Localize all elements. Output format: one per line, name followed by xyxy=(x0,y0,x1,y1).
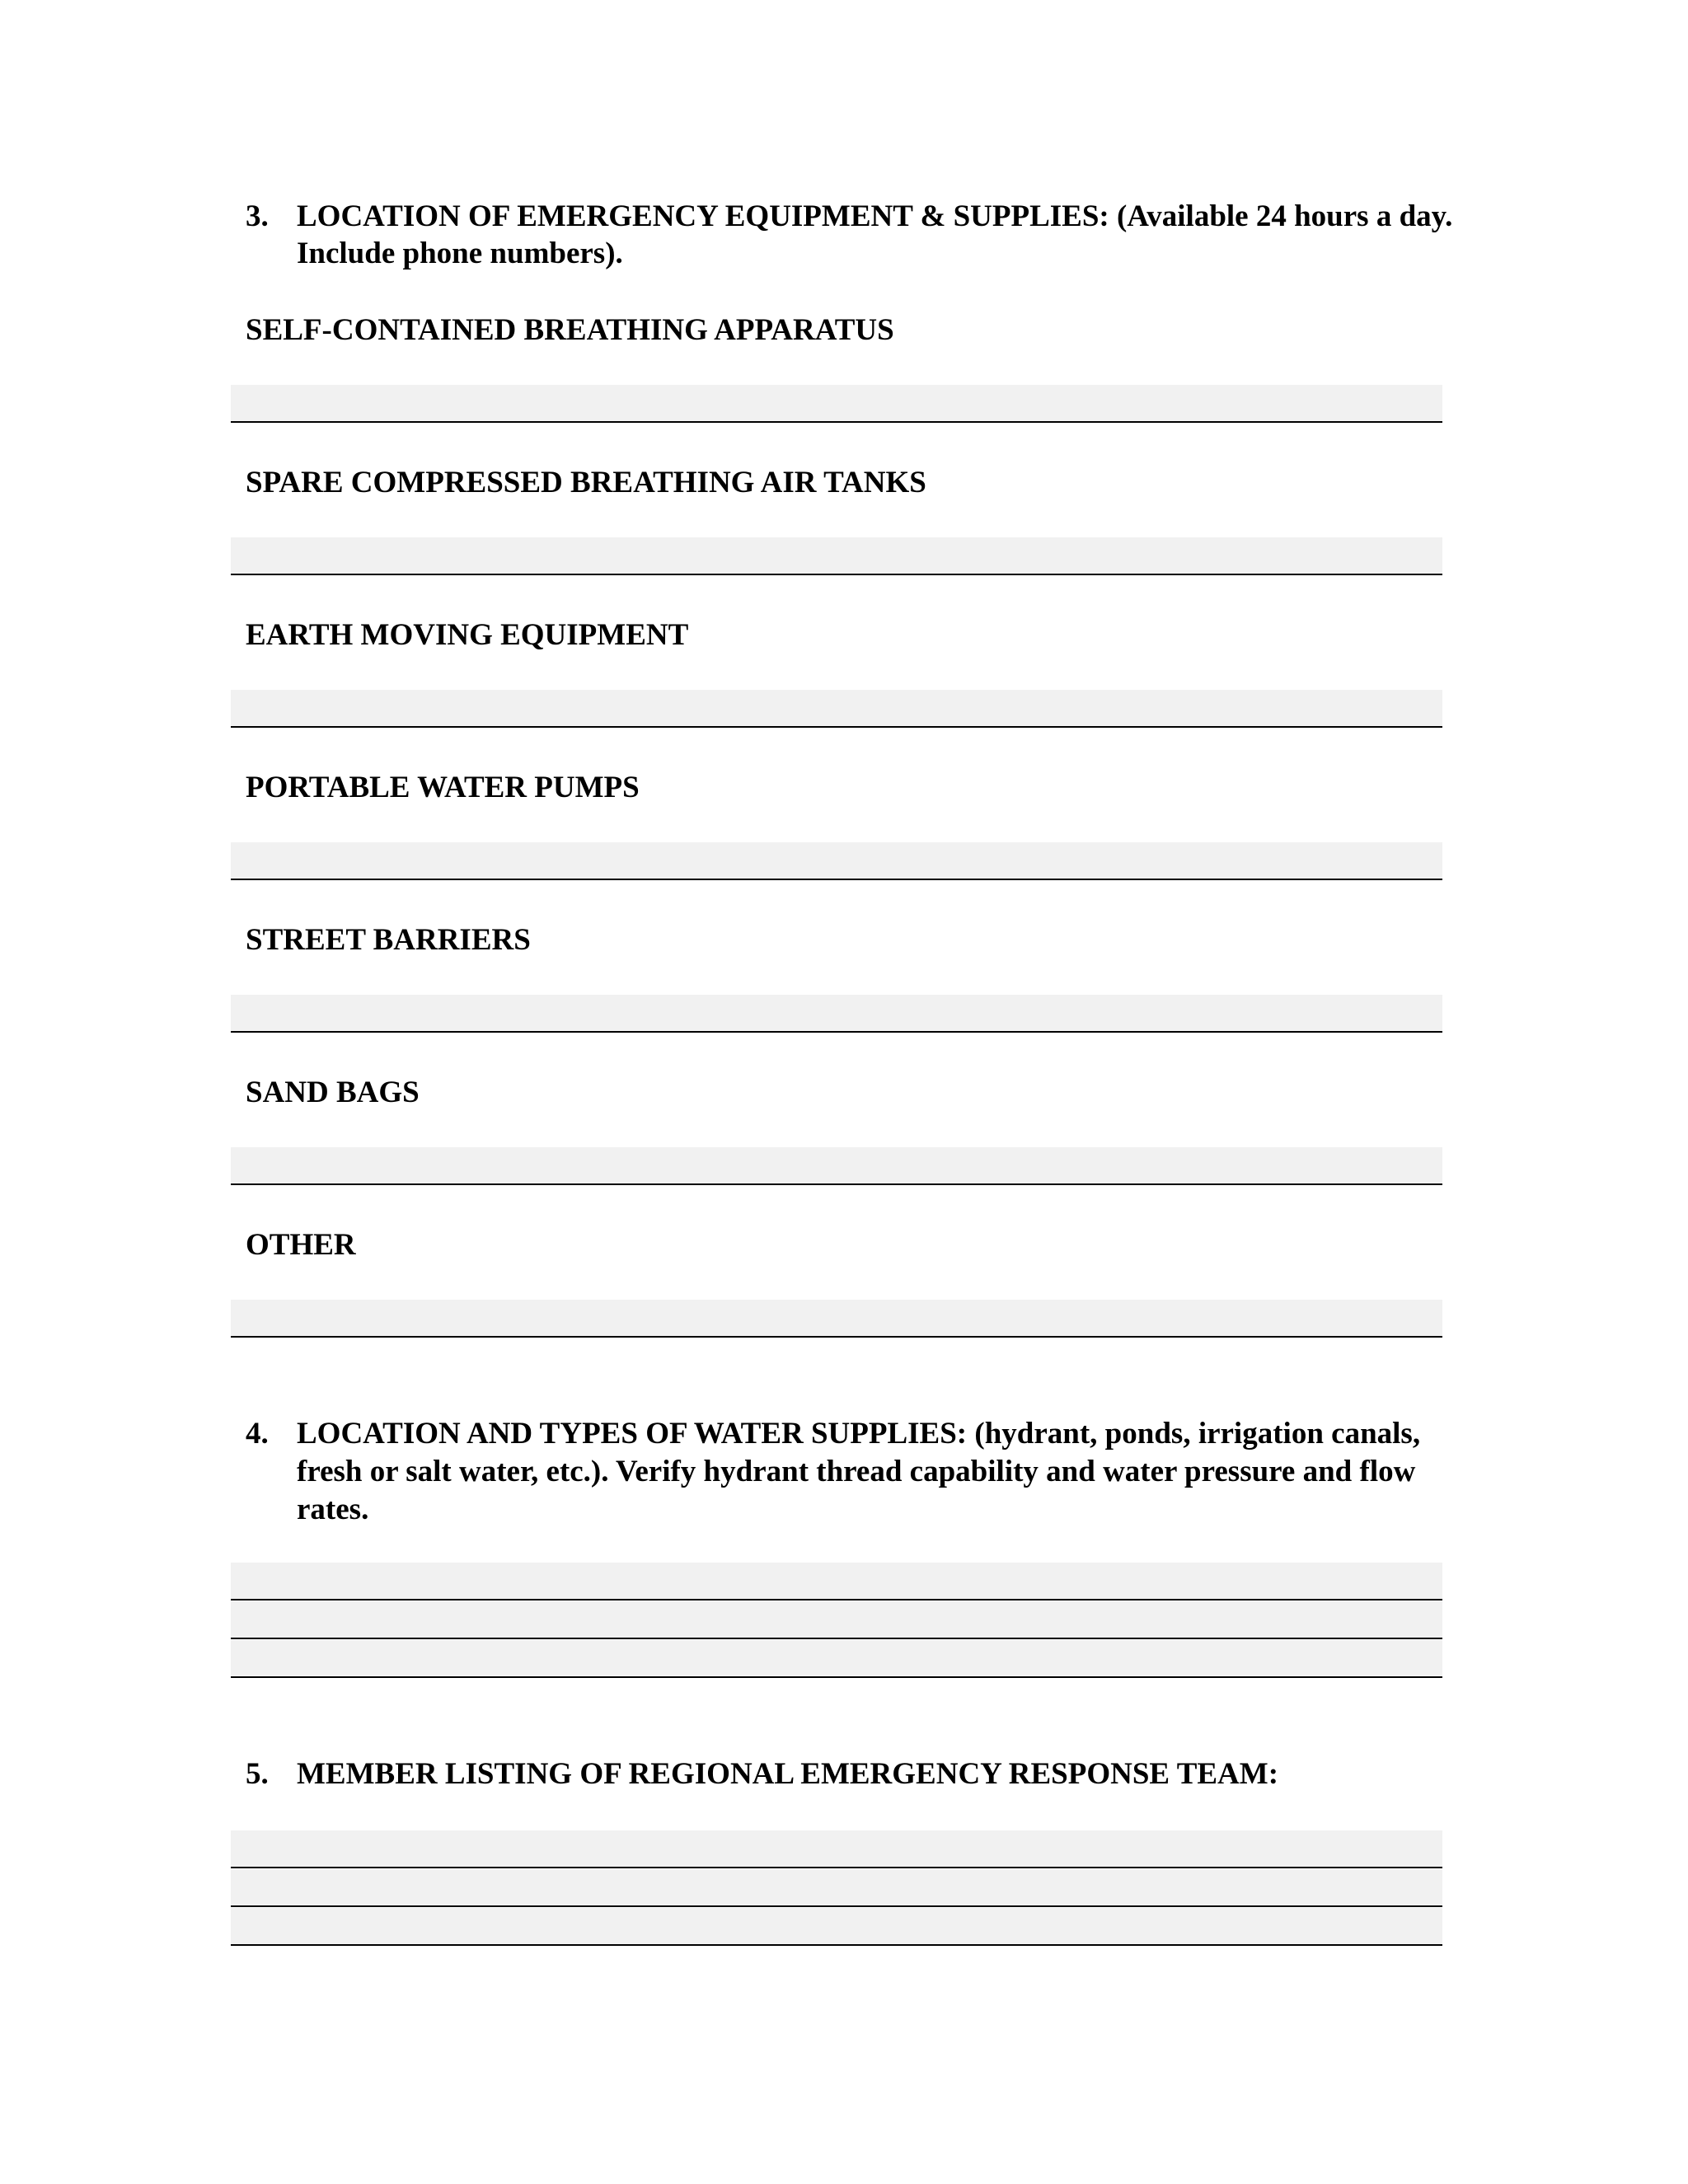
item-label-scba: SELF-CONTAINED BREATHING APPARATUS xyxy=(246,313,894,347)
section-4-heading-line-3: rates. xyxy=(297,1493,369,1526)
item-label-sand-bags: SAND BAGS xyxy=(246,1076,420,1109)
sand-bags-location-field[interactable] xyxy=(231,1147,1442,1185)
earth-moving-location-field[interactable] xyxy=(231,690,1442,728)
section-4-number: 4. xyxy=(246,1417,269,1451)
team-member-field-3[interactable] xyxy=(231,1908,1442,1946)
section-5-number: 5. xyxy=(246,1757,269,1791)
item-label-earth-moving: EARTH MOVING EQUIPMENT xyxy=(246,618,689,652)
scba-location-field[interactable] xyxy=(231,385,1442,423)
water-supplies-field-3[interactable] xyxy=(231,1640,1442,1678)
section-4-heading-line-1: LOCATION AND TYPES OF WATER SUPPLIES: (hydrant, ponds, irrigation canals, xyxy=(297,1417,1421,1451)
other-location-field[interactable] xyxy=(231,1300,1442,1338)
section-4-heading-line-2: fresh or salt water, etc.). Verify hydrant thread capability and water pressure and flow xyxy=(297,1455,1416,1488)
item-label-water-pumps: PORTABLE WATER PUMPS xyxy=(246,771,640,804)
team-member-field-1[interactable] xyxy=(231,1830,1442,1868)
air-tanks-location-field[interactable] xyxy=(231,537,1442,575)
section-3-heading-line-2: Include phone numbers). xyxy=(297,237,623,270)
section-5-heading: MEMBER LISTING OF REGIONAL EMERGENCY RESPONSE TEAM: xyxy=(297,1757,1279,1791)
team-member-field-2[interactable] xyxy=(231,1869,1442,1907)
water-pumps-location-field[interactable] xyxy=(231,842,1442,880)
section-3-number: 3. xyxy=(246,199,269,233)
street-barriers-location-field[interactable] xyxy=(231,995,1442,1033)
section-3-heading-line-1: LOCATION OF EMERGENCY EQUIPMENT & SUPPLIES: (Available 24 hours a day. xyxy=(297,199,1453,233)
item-label-street-barriers: STREET BARRIERS xyxy=(246,923,531,957)
water-supplies-field-1[interactable] xyxy=(231,1563,1442,1601)
item-label-air-tanks: SPARE COMPRESSED BREATHING AIR TANKS xyxy=(246,466,926,499)
water-supplies-field-2[interactable] xyxy=(231,1601,1442,1639)
item-label-other: OTHER xyxy=(246,1228,356,1262)
